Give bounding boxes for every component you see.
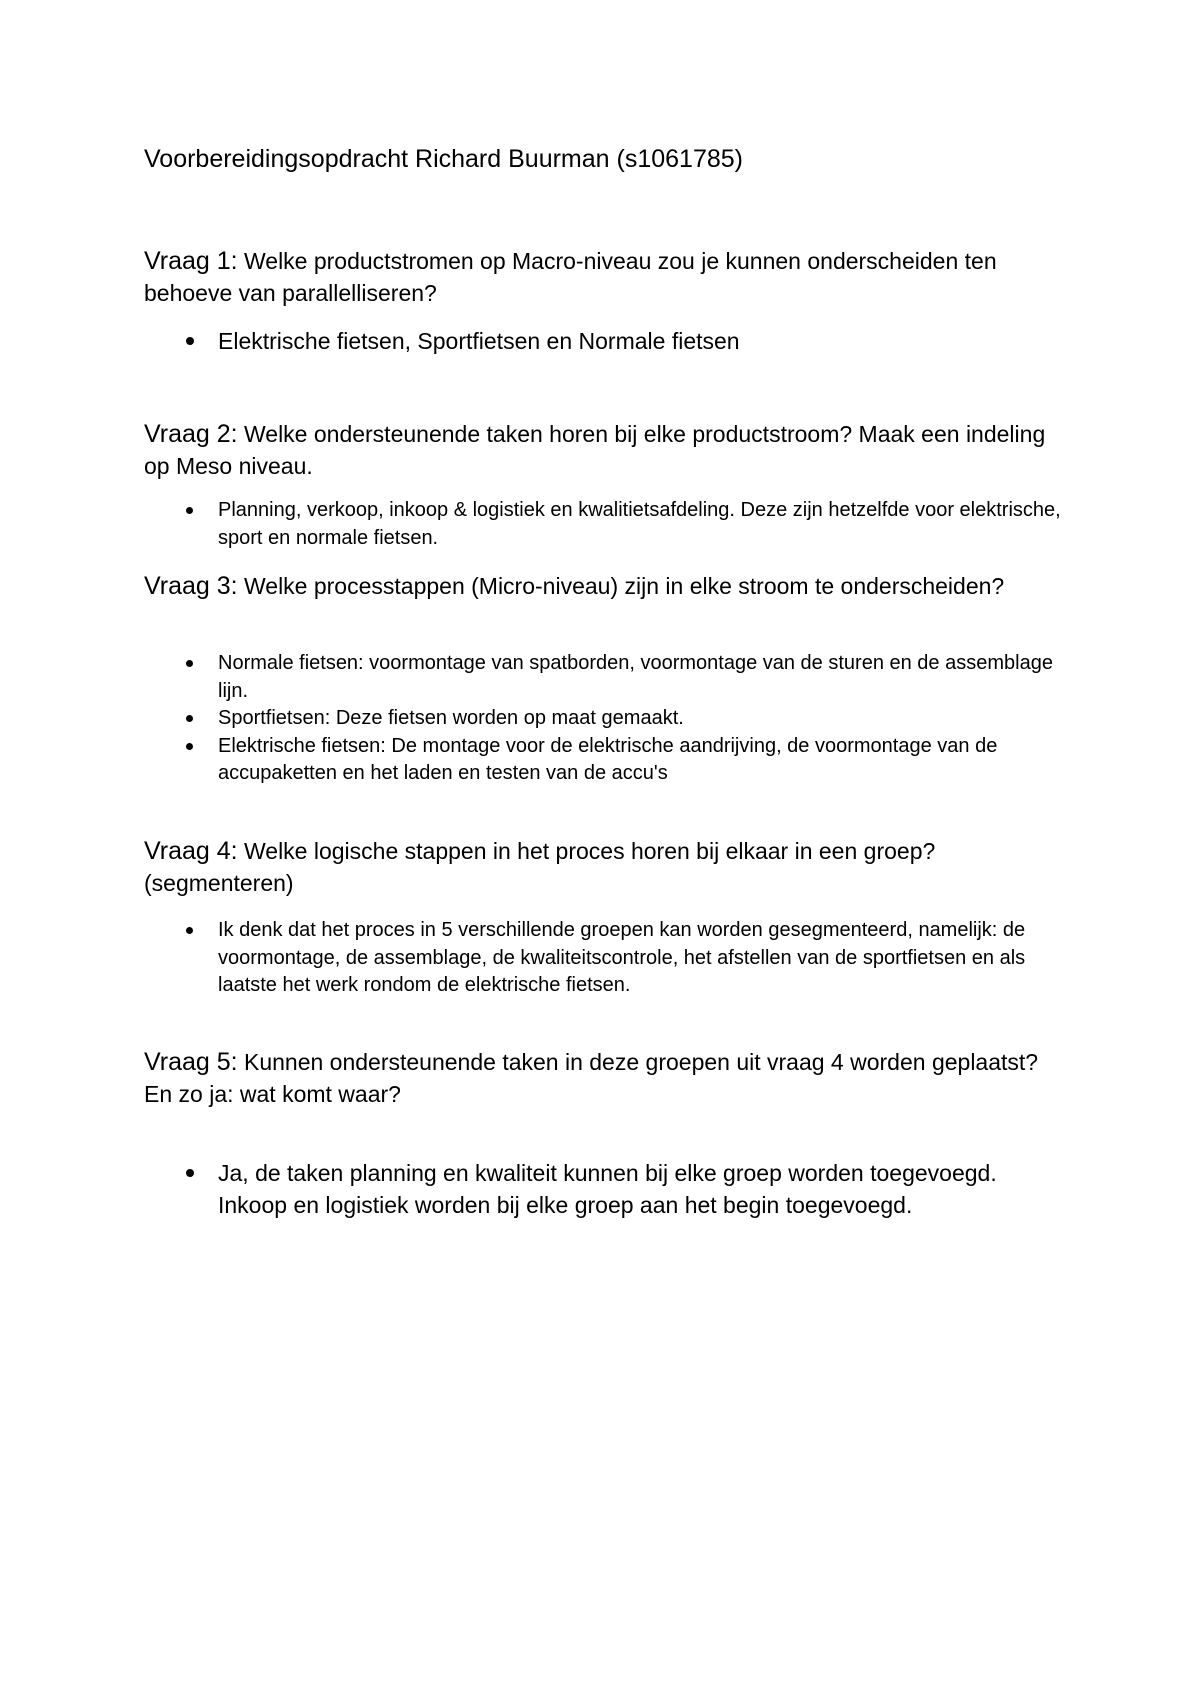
list-item: Elektrische fietsen, Sportfietsen en Normale fietsen bbox=[144, 325, 1064, 357]
bullet-icon bbox=[186, 660, 193, 667]
answer-list-1 bbox=[144, 325, 1064, 357]
bullet-icon bbox=[186, 507, 193, 514]
answer-list-5 bbox=[144, 1157, 1064, 1221]
question-2-text: Welke ondersteunende taken horen bij elke productstroom? Maak een indeling op Meso niveau. bbox=[144, 421, 1046, 479]
question-1-label: Vraag 1: bbox=[144, 247, 238, 275]
question-3-label: Vraag 3: bbox=[144, 572, 238, 600]
list-item: Planning, verkoop, inkoop & logistiek en kwalitietsafdeling. Deze zijn hetzelfde voor elektrische, sport en normale fietsen. bbox=[144, 497, 1064, 552]
list-item: Ja, de taken planning en kwaliteit kunnen bij elke groep worden toegevoegd. Inkoop en logistiek worden bij elke groep aan het begin toegevoegd. bbox=[144, 1157, 1064, 1221]
question-5 bbox=[144, 1046, 1064, 1110]
question-3 bbox=[144, 570, 1064, 602]
question-5-text: Kunnen ondersteunende taken in deze groepen uit vraag 4 worden geplaatst? En zo ja: wat komt waar? bbox=[144, 1049, 1039, 1107]
question-4-text: Welke logische stappen in het proces horen bij elkaar in een groep? (segmenteren) bbox=[144, 838, 936, 896]
question-1-text: Welke productstromen op Macro-niveau zou je kunnen onderscheiden ten behoeve van parallelliseren? bbox=[144, 248, 997, 306]
answer-list-4 bbox=[144, 917, 1064, 1000]
bullet-icon bbox=[186, 743, 193, 750]
list-item: Ik denk dat het proces in 5 verschillende groepen kan worden gesegmenteerd, namelijk: de voormontage, de assemblage, de kwaliteitscontrole, het afstellen van de sportfietsen en als laatste het werk rondom de elektrische fietsen. bbox=[144, 917, 1064, 1000]
list-item: Elektrische fietsen: De montage voor de elektrische aandrijving, de voormontage van de accupaketten en het laden en testen van de accu's bbox=[144, 733, 1064, 788]
answer-list-3 bbox=[144, 650, 1064, 788]
bullet-icon bbox=[186, 715, 193, 722]
question-2-label: Vraag 2: bbox=[144, 420, 238, 448]
question-4 bbox=[144, 835, 1064, 899]
question-4-label: Vraag 4: bbox=[144, 837, 238, 865]
list-item: Normale fietsen: voormontage van spatborden, voormontage van de sturen en de assemblage lijn. bbox=[144, 650, 1064, 705]
answer-list-2 bbox=[144, 497, 1064, 552]
list-item: Sportfietsen: Deze fietsen worden op maat gemaakt. bbox=[144, 705, 1064, 733]
bullet-icon bbox=[186, 1169, 194, 1177]
question-2 bbox=[144, 418, 1064, 482]
document-title: Voorbereidingsopdracht Richard Buurman (s1061785) bbox=[144, 145, 743, 173]
question-1 bbox=[144, 245, 1064, 309]
bullet-icon bbox=[186, 337, 194, 345]
bullet-icon bbox=[186, 927, 193, 934]
question-3-text: Welke processtappen (Micro-niveau) zijn in elke stroom te onderscheiden? bbox=[243, 573, 1005, 599]
question-5-label: Vraag 5: bbox=[144, 1048, 238, 1076]
